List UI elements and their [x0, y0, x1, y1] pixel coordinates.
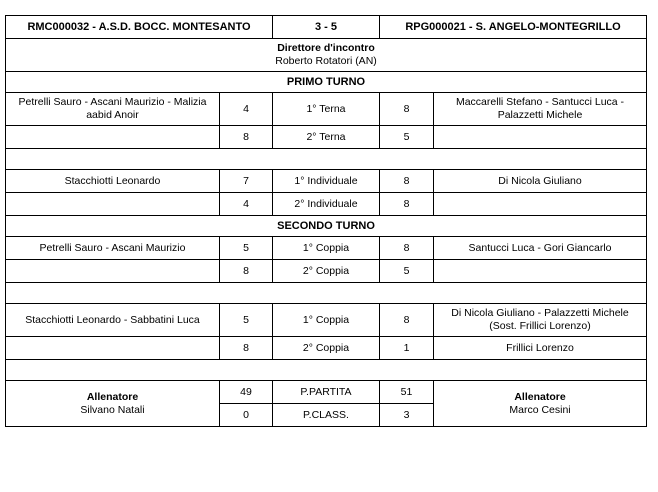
coppia-b-away-players — [434, 304, 647, 337]
empty-cell — [6, 193, 220, 216]
home-coach-cell — [6, 381, 220, 427]
coppia-a-2-home-score: 8 — [220, 260, 273, 283]
director-label: Direttore d'incontro — [277, 42, 375, 54]
classifica-home-points: 0 — [220, 404, 273, 427]
header-row — [6, 16, 647, 39]
coppia-a-row-1 — [6, 237, 647, 260]
coppia-b-home-players: Stacchiotti Leonardo - Sabbatini Luca — [6, 304, 220, 337]
second-turn-title-row — [6, 216, 647, 237]
terna-2-home-score: 8 — [220, 126, 273, 149]
terna-2-away-score: 5 — [380, 126, 434, 149]
coppia-a-1-label: 1° Coppia — [273, 237, 380, 260]
individuale-2-away-score: 8 — [380, 193, 434, 216]
individuale-1-label: 1° Individuale — [273, 170, 380, 193]
first-turn-title-row — [6, 72, 647, 93]
coppia-b-1-away-score: 8 — [380, 304, 434, 337]
coppia-b-2-home-score: 8 — [220, 337, 273, 360]
away-coach-cell — [434, 381, 647, 427]
terna-home-players: Petrelli Sauro - Ascani Maurizio - Malizia aabid Anoir — [6, 93, 220, 126]
director-name: Roberto Rotatori (AN) — [275, 55, 377, 67]
individuale-1-away-score: 8 — [380, 170, 434, 193]
coppia-b-1-home-score: 5 — [220, 304, 273, 337]
terna-1-home-score: 4 — [220, 93, 273, 126]
home-team: RMC000032 - A.S.D. BOCC. MONTESANTO — [6, 16, 273, 39]
coppia-a-row-2 — [6, 260, 647, 283]
coppia-b-row-1 — [6, 304, 647, 337]
coppia-a-home-players: Petrelli Sauro - Ascani Maurizio — [6, 237, 220, 260]
home-coach-label: Allenatore — [86, 390, 139, 403]
match-report-table — [5, 15, 647, 427]
director-cell — [6, 39, 647, 72]
empty-cell — [6, 337, 220, 360]
coppia-b-substitution: (Sost. Frillici Lorenzo) — [489, 320, 591, 332]
away-coach-name: Marco Cesini — [509, 403, 571, 416]
terna-row-2 — [6, 126, 647, 149]
home-coach-name: Silvano Natali — [80, 403, 145, 416]
spacer-cell — [6, 283, 647, 304]
individuale-1-home-score: 7 — [220, 170, 273, 193]
classifica-away-points: 3 — [380, 404, 434, 427]
coppia-a-1-home-score: 5 — [220, 237, 273, 260]
terna-1-away-score: 8 — [380, 93, 434, 126]
second-turn-title: SECONDO TURNO — [6, 216, 647, 237]
coppia-a-away-players: Santucci Luca - Gori Giancarlo — [434, 237, 647, 260]
terna-1-label: 1° Terna — [273, 93, 380, 126]
coppia-a-2-away-score: 5 — [380, 260, 434, 283]
coppia-b-2-away-score: 1 — [380, 337, 434, 360]
first-turn-title: PRIMO TURNO — [6, 72, 647, 93]
away-team: RPG000021 - S. ANGELO-MONTEGRILLO — [380, 16, 647, 39]
empty-cell — [6, 260, 220, 283]
empty-cell — [434, 126, 647, 149]
spacer-cell — [6, 360, 647, 381]
individuale-row-2 — [6, 193, 647, 216]
partita-away-points: 51 — [380, 381, 434, 404]
coppia-a-1-away-score: 8 — [380, 237, 434, 260]
coppia-b-row-2 — [6, 337, 647, 360]
individuale-row-1 — [6, 170, 647, 193]
empty-cell — [6, 126, 220, 149]
partita-label: P.PARTITA — [273, 381, 380, 404]
individuale-home-players: Stacchiotti Leonardo — [6, 170, 220, 193]
individuale-2-label: 2° Individuale — [273, 193, 380, 216]
coppia-a-2-label: 2° Coppia — [273, 260, 380, 283]
terna-away-players: Maccarelli Stefano - Santucci Luca - Palazzetti Michele — [434, 93, 647, 126]
classifica-label: P.CLASS. — [273, 404, 380, 427]
individuale-2-home-score: 4 — [220, 193, 273, 216]
away-coach-label: Allenatore — [514, 390, 566, 403]
spacer-cell — [6, 149, 647, 170]
coppia-b-away-players-line: Di Nicola Giuliano - Palazzetti Michele — [451, 307, 629, 319]
coppia-b-2-away-player: Frillici Lorenzo — [434, 337, 647, 360]
match-score: 3 - 5 — [273, 16, 380, 39]
individuale-away-players: Di Nicola Giuliano — [434, 170, 647, 193]
coppia-b-1-label: 1° Coppia — [273, 304, 380, 337]
spacer-row — [6, 360, 647, 381]
terna-2-label: 2° Terna — [273, 126, 380, 149]
empty-cell — [434, 260, 647, 283]
empty-cell — [434, 193, 647, 216]
partita-home-points: 49 — [220, 381, 273, 404]
spacer-row — [6, 149, 647, 170]
director-row — [6, 39, 647, 72]
coppia-b-2-label: 2° Coppia — [273, 337, 380, 360]
terna-row-1 — [6, 93, 647, 126]
footer-row-1 — [6, 381, 647, 404]
spacer-row — [6, 283, 647, 304]
